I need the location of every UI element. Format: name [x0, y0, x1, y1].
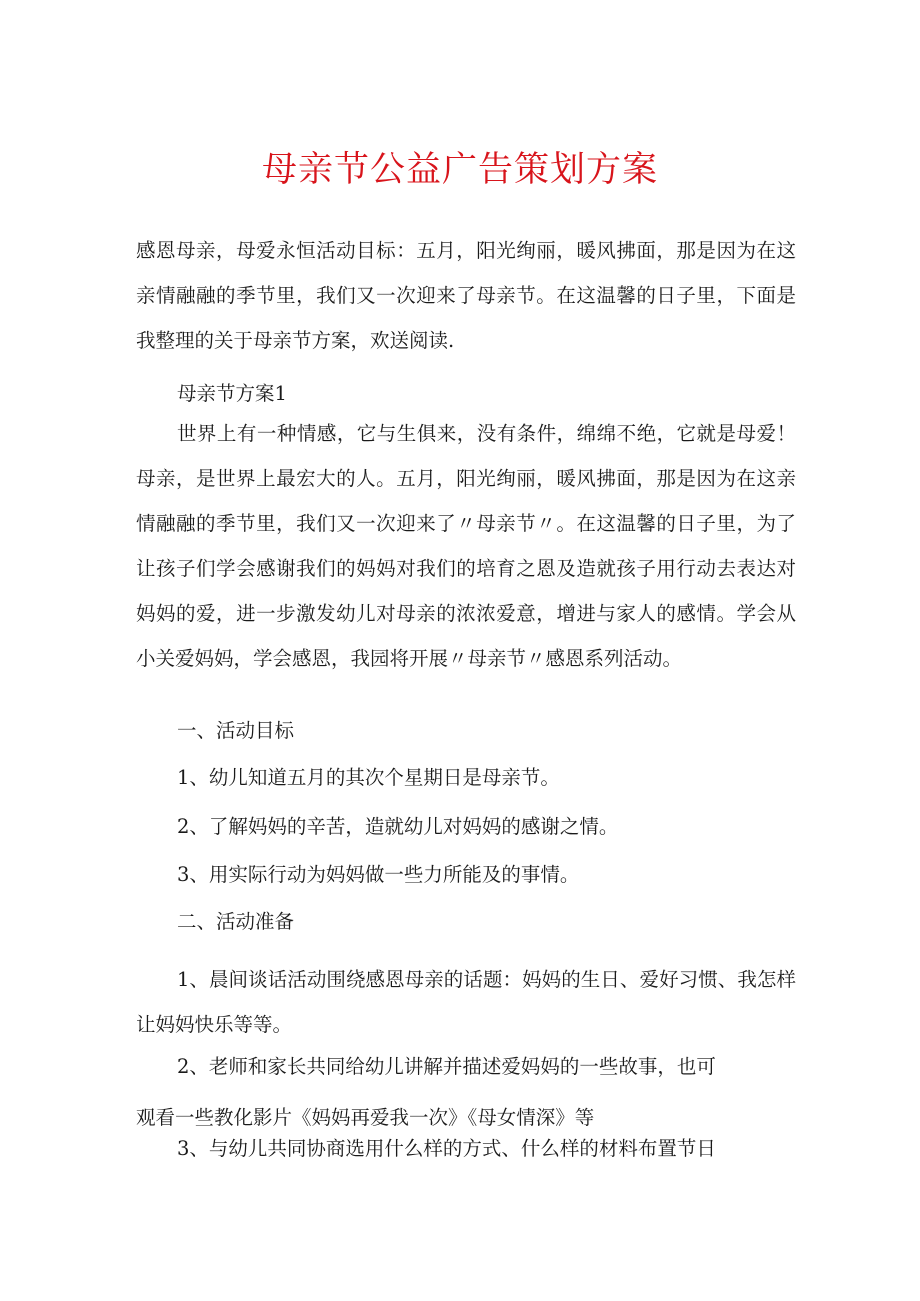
- intro-paragraph: 感恩母亲，母爱永恒活动目标：五月，阳光绚丽，暖风拂面，那是因为在这亲情融融的季节里，我们又一次迎来了母亲节。在这温馨的日子里，下面是我整理的关于母亲节方案，欢送阅读.: [136, 239, 796, 352]
- prep-item-2-line2: 观看一些教化影片《妈妈再爱我一次》《母女情深》等: [136, 1106, 595, 1129]
- prep-item-2-line1: 2、老师和家长共同给幼儿讲解并描述爱妈妈的一些故事，也可: [177, 1055, 716, 1078]
- plan-heading: 母亲节方案1: [177, 382, 287, 405]
- goal-item-3: 3、用实际行动为妈妈做一些力所能及的事情。: [177, 863, 580, 886]
- goal-item-2: 2、了解妈妈的辛苦，造就幼儿对妈妈的感谢之情。: [177, 815, 619, 838]
- section1-paragraph: 世界上有一种情感，它与生俱来，没有条件，绵绵不绝，它就是母爱！母亲，是世界上最宏大的人。五月，阳光绚丽，暖风拂面，那是因为在这亲情融融的季节里，我们又一次迎来了〃母亲节〃。在这温馨的日子里，为了让孩子们学会感谢我们的妈妈对我们的培育之恩及造就孩子用行动去表达对妈妈的爱，进一步激发幼儿对母亲的浓浓爱意，增进与家人的感情。学会从小关爱妈妈，学会感恩，我园将开展〃母亲节〃感恩系列活动。: [136, 422, 796, 670]
- prep-item-3: 3、与幼儿共同协商选用什么样的方式、什么样的材料布置节日: [177, 1137, 716, 1160]
- goal-item-1: 1、幼儿知道五月的其次个星期日是母亲节。: [177, 766, 560, 789]
- prep-heading: 二、活动准备: [177, 910, 295, 933]
- prep-item-1: 1、晨间谈话活动围绕感恩母亲的话题：妈妈的生日、爱好习惯、我怎样让妈妈快乐等等。: [136, 968, 796, 1036]
- document-title: 母亲节公益广告策划方案: [261, 150, 658, 190]
- goals-heading: 一、活动目标: [177, 719, 295, 742]
